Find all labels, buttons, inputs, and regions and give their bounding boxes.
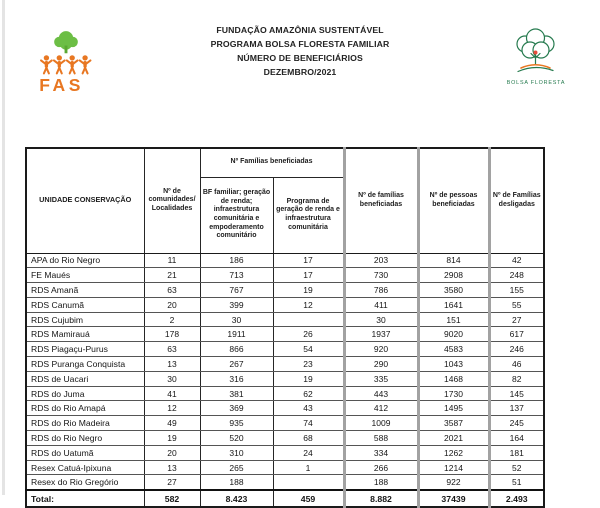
cell-pessoas-beneficiadas: 1468 [418,371,489,386]
cell-familias-beneficiadas: 203 [344,253,418,268]
cell-bf-familiar: 713 [200,268,273,283]
total-comunidades: 582 [144,490,200,507]
cell-pessoas-beneficiadas: 151 [418,312,489,327]
cell-comunidades: 20 [144,297,200,312]
cell-comunidades: 178 [144,327,200,342]
title-line-3: NÚMERO DE BENEFICIÁRIOS [237,53,363,63]
cell-familias-beneficiadas: 411 [344,297,418,312]
table-row [26,283,544,298]
cell-familias-desligadas: 246 [489,342,544,357]
bolsa-floresta-logo-text: BOLSA FLORESTA [506,80,566,86]
table-row [26,357,544,372]
cell-comunidades: 20 [144,445,200,460]
unit-name: FE Maués [26,268,144,283]
cell-familias-desligadas: 248 [489,268,544,283]
title-line-1: FUNDAÇÃO AMAZÔNIA SUSTENTÁVEL [216,25,384,35]
cell-programa [273,312,344,327]
cell-programa: 54 [273,342,344,357]
cell-bf-familiar: 767 [200,283,273,298]
fas-people-icon [41,55,90,73]
cell-bf-familiar: 866 [200,342,273,357]
cell-comunidades: 21 [144,268,200,283]
unit-name: RDS Puranga Conquista [26,357,144,372]
cell-pessoas-beneficiadas: 814 [418,253,489,268]
ground-green-stroke [518,67,553,71]
cell-programa: 17 [273,253,344,268]
title-line-2: PROGRAMA BOLSA FLORESTA FAMILIAR [210,39,390,49]
table-row [26,312,544,327]
cell-bf-familiar: 265 [200,460,273,475]
cell-bf-familiar: 188 [200,475,273,490]
cell-comunidades: 63 [144,342,200,357]
header-num-comunidades: Nº de comunidades/ Localidades [144,148,200,253]
table-header-group-row [26,148,544,177]
cell-familias-desligadas: 42 [489,253,544,268]
fas-tree-icon [54,31,78,53]
cell-familias-beneficiadas: 188 [344,475,418,490]
table-row [26,342,544,357]
table-row [26,297,544,312]
cell-bf-familiar: 369 [200,401,273,416]
cell-familias-desligadas: 82 [489,371,544,386]
cell-programa: 26 [273,327,344,342]
cell-familias-desligadas: 55 [489,297,544,312]
cell-programa: 43 [273,401,344,416]
cell-pessoas-beneficiadas: 2908 [418,268,489,283]
cell-pessoas-beneficiadas: 3587 [418,416,489,431]
unit-name: Resex do Rio Gregório [26,475,144,490]
cell-bf-familiar: 520 [200,431,273,446]
cell-comunidades: 30 [144,371,200,386]
cell-comunidades: 63 [144,283,200,298]
cell-comunidades: 13 [144,460,200,475]
header-num-pessoas-beneficiadas: Nº de pessoas beneficiadas [418,148,489,253]
cell-pessoas-beneficiadas: 9020 [418,327,489,342]
unit-name: RDS do Uatumã [26,445,144,460]
cell-familias-beneficiadas: 30 [344,312,418,327]
cell-familias-beneficiadas: 1937 [344,327,418,342]
unit-name: RDS do Juma [26,386,144,401]
unit-name: APA do Rio Negro [26,253,144,268]
table-row [26,475,544,490]
cell-pessoas-beneficiadas: 922 [418,475,489,490]
unit-name: RDS do Rio Negro [26,431,144,446]
cell-programa: 17 [273,268,344,283]
total-pessoas-beneficiadas: 37439 [418,490,489,507]
cell-programa: 19 [273,283,344,298]
table-row [26,460,544,475]
cell-familias-beneficiadas: 443 [344,386,418,401]
cell-familias-beneficiadas: 412 [344,401,418,416]
total-familias-desligadas: 2.493 [489,490,544,507]
cell-familias-beneficiadas: 290 [344,357,418,372]
cell-comunidades: 11 [144,253,200,268]
document-title [150,23,450,79]
unit-name: RDS do Rio Madeira [26,416,144,431]
table-row [26,445,544,460]
bolsa-floresta-person-icon [534,51,538,55]
cell-comunidades: 13 [144,357,200,372]
cell-pessoas-beneficiadas: 2021 [418,431,489,446]
header-programa-geracao-renda: Programa de geração de renda e infraestrutura comunitária [273,177,344,253]
cell-comunidades: 12 [144,401,200,416]
cell-programa: 12 [273,297,344,312]
cell-bf-familiar: 30 [200,312,273,327]
cell-programa: 24 [273,445,344,460]
cell-pessoas-beneficiadas: 1730 [418,386,489,401]
cell-pessoas-beneficiadas: 4583 [418,342,489,357]
table-row [26,268,544,283]
unit-name: Resex Catuá-Ipixuna [26,460,144,475]
fas-logo-text: FAS [39,74,85,94]
table-total-row [26,490,544,507]
cell-pessoas-beneficiadas: 1495 [418,401,489,416]
cell-familias-desligadas: 137 [489,401,544,416]
cell-bf-familiar: 381 [200,386,273,401]
cell-programa: 68 [273,431,344,446]
unit-name: RDS Piagaçu-Purus [26,342,144,357]
cell-pessoas-beneficiadas: 1043 [418,357,489,372]
header-num-familias-desligadas: Nº de Famílias desligadas [489,148,544,253]
header-bf-familiar: BF familiar; geração de renda; infraestrutura comunitária e empoderamento comunitário [200,177,273,253]
unit-name: RDS do Rio Amapá [26,401,144,416]
table-row [26,401,544,416]
fas-logo-icon [34,28,98,94]
cell-familias-desligadas: 245 [489,416,544,431]
cell-programa: 23 [273,357,344,372]
table-row [26,253,544,268]
cell-familias-desligadas: 46 [489,357,544,372]
cell-familias-beneficiadas: 1009 [344,416,418,431]
header-group-familias-beneficiadas: Nº Famílias beneficiadas [200,148,344,177]
cell-programa [273,475,344,490]
unit-name: RDS de Uacari [26,371,144,386]
cell-familias-desligadas: 145 [489,386,544,401]
bolsa-floresta-logo-icon [497,28,575,94]
beneficiaries-table [25,147,545,508]
total-programa: 459 [273,490,344,507]
unit-name: RDS Canumã [26,297,144,312]
cell-familias-desligadas: 155 [489,283,544,298]
cell-bf-familiar: 316 [200,371,273,386]
table-row [26,327,544,342]
cell-familias-desligadas: 27 [489,312,544,327]
cell-familias-desligadas: 181 [489,445,544,460]
title-line-4: DEZEMBRO/2021 [263,67,337,77]
cell-programa: 19 [273,371,344,386]
total-label: Total: [26,490,144,507]
cell-familias-beneficiadas: 335 [344,371,418,386]
unit-name: RDS Mamirauá [26,327,144,342]
cell-familias-desligadas: 51 [489,475,544,490]
table-row [26,386,544,401]
cell-bf-familiar: 1911 [200,327,273,342]
cell-bf-familiar: 186 [200,253,273,268]
cell-familias-beneficiadas: 334 [344,445,418,460]
cell-programa: 1 [273,460,344,475]
cell-familias-beneficiadas: 730 [344,268,418,283]
cell-pessoas-beneficiadas: 1214 [418,460,489,475]
cell-bf-familiar: 267 [200,357,273,372]
cell-familias-beneficiadas: 266 [344,460,418,475]
cell-pessoas-beneficiadas: 3580 [418,283,489,298]
cell-comunidades: 2 [144,312,200,327]
header-num-familias-beneficiadas: Nº de famílias beneficiadas [344,148,418,253]
cell-familias-desligadas: 164 [489,431,544,446]
cell-pessoas-beneficiadas: 1262 [418,445,489,460]
cell-familias-beneficiadas: 920 [344,342,418,357]
cell-comunidades: 19 [144,431,200,446]
table-row [26,416,544,431]
cell-familias-beneficiadas: 588 [344,431,418,446]
cell-familias-desligadas: 52 [489,460,544,475]
header-unidade-conservacao: UNIDADE CONSERVAÇÃO [26,148,144,253]
cell-comunidades: 27 [144,475,200,490]
cell-familias-desligadas: 617 [489,327,544,342]
page-edge-shadow [2,0,5,495]
unit-name: RDS Amanã [26,283,144,298]
cell-bf-familiar: 935 [200,416,273,431]
cell-bf-familiar: 399 [200,297,273,312]
cell-familias-beneficiadas: 786 [344,283,418,298]
cell-programa: 62 [273,386,344,401]
total-bf-familiar: 8.423 [200,490,273,507]
cell-pessoas-beneficiadas: 1641 [418,297,489,312]
table-row [26,371,544,386]
total-familias-beneficiadas: 8.882 [344,490,418,507]
cell-bf-familiar: 310 [200,445,273,460]
table-row [26,431,544,446]
unit-name: RDS Cujubim [26,312,144,327]
cell-comunidades: 49 [144,416,200,431]
cell-comunidades: 41 [144,386,200,401]
cell-programa: 74 [273,416,344,431]
